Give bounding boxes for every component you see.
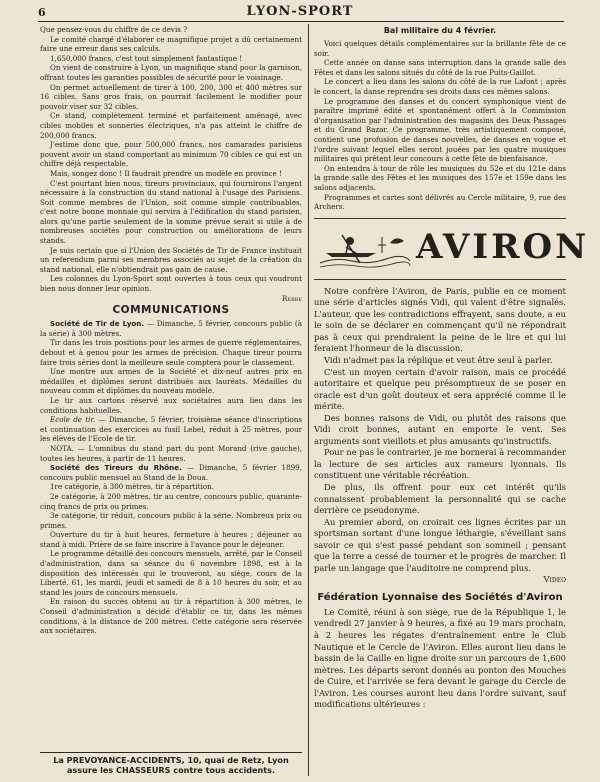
paragraph: 2e catégorie, à 200 mètres, tir au centre, concours public, quarante-cinq francs de prix ou primes.	[40, 491, 302, 511]
paragraph: Ouverture du tir à huit heures, fermeture à heures ; déjeuner au stand à midi. Prière de se faire inscrire à l'avance pour le déjeuner.	[40, 530, 302, 549]
paragraph: 1,650,000 francs, c'est tout simplement fantastique !	[50, 53, 243, 63]
aviron-title: AVIRON	[416, 226, 590, 267]
section-title-communications: COMMUNICATIONS	[112, 304, 230, 317]
paragraph: Vidi n'admet pas la réplique et veut être seul à parler.	[324, 354, 553, 365]
header-rule	[38, 21, 564, 22]
paragraph: C'est pourtant bien nous, tireurs provinciaux, qui fournirons l'argent nécessaire à la construction du stand national à l'usage des Parisiens. Soit comme membres de l'Union, soit comme simple contribuables, c'est notre bonne monnaie qui servira à l'édification du stand parisien, alors qu'une partie seulement de la somme prévue serait si utile à de nombreuses sociétés pour construction ou améliorations de leurs stands.	[40, 178, 302, 246]
paragraph: Pour ne pas le contrarier, je me bornerai à recommander la lecture de ses articles aux rameurs lyonnais. Ils constituent une véritable récréation.	[314, 447, 566, 481]
paragraph: Tir dans les trois positions pour les armes de guerre réglementaires, debout et à genou pour les armes de précision. Chaque tireur pourra faire trois séries dont la meilleure seule comptera pour le classement.	[40, 338, 302, 367]
paragraph: Voici quelques détails complémentaires sur la brillante fête de ce soir.	[314, 39, 566, 58]
section-title-bal: Bal militaire du 4 février.	[383, 26, 497, 35]
lead-tir-lyon: Société de Tir de Lyon.	[50, 319, 145, 329]
paragraph: On permet actuellement de tirer à 100, 200, 300 et 400 mètres sur 16 cibles. Sans gros frais, on pourrait facilement le modifier pour pouvoir viser sur 32 cibles.	[40, 82, 302, 111]
paragraph: Le programme des danses et du concert symphonique vient de paraître imprimé édité et spontanément offert à la Commission d'organisation par l'administration des magasins des Deux Passages et du Grand Bazar. Ce programme, très artistiquement composé, contient une profusion de danses nouvelles, de danses en vogue et l'ordre suivant lequel elles seront jouées par les quatre musiques militaires qui prêtent leur concours à cette fête de bienfaisance.	[314, 96, 566, 164]
paragraph: Notre confrère l'Aviron, de Paris, publie en ce moment une série d'articles signés Vidi, qui valent d'être signalés. L'auteur, que les contradictions effrayent, sans doute, a eu le soin de se déclarer en commençant qu'il ne répondrait pas à ceux qui prendraient la peine de le lire et qui lui feraient l'honneur de la discussion.	[314, 285, 566, 354]
lead-ecole: Ecole de tir.	[50, 415, 96, 425]
left-column	[40, 25, 302, 750]
paragraph: Des bonnes raisons de Vidi, ou plutôt des raisons que Vidi croit bonnes, autant en emporte le vent. Ses arguments sont vieillots et plus amusants qu'instructifs.	[314, 412, 566, 446]
paragraph: 1re catégorie, à 300 mètres, tir à répartition.	[50, 482, 214, 492]
tir-lyon-text: — Dimanche, 5 février, concours public (à la série) à 300 mètres.	[40, 319, 302, 338]
paragraph: 3e catégorie, tir réduit, concours public à la série. Nombreux prix ou primes.	[40, 511, 302, 530]
right-column	[314, 25, 590, 777]
section-title-federation: Fédération Lyonnaise des Sociétés d'Aviron	[317, 591, 563, 603]
paragraph: Que pensez-vous du chiffre de ce devis ?	[40, 25, 188, 34]
paragraph: On entendra à tour de rôle les musiques du 52e et du 121e dans la grande salle des Fêtes et les musiques des 157e et 159e dans les salons adjacents.	[314, 163, 566, 192]
paragraph: Au premier abord, on croirait ces lignes écrites par un sportsman sortant d'une longue léthargie, s'éveillant sans savoir ce qui s'est passé pendant son sommeil ; pensant que la terre a cessé de tourner et le progrès de marcher. Il parle un langage que l'auditoire ne comprend plus.	[314, 516, 566, 573]
paragraph: Le concert a lieu dans les salons du côté de la rue Lafont ; après le concert, la danse reprendra ses droits dans ces mêmes salons.	[314, 77, 566, 96]
signature-video: Video	[543, 574, 566, 585]
paragraph: Mais, songez donc ! Il faudrait prendre un modèle en province !	[50, 168, 282, 178]
rhone-text: — Dimanche, 5 février 1899, concours public mensuel au Stand de la Doua.	[40, 463, 302, 482]
paragraph: En raison du succès obtenu au tir à répartition à 300 mètres, le Conseil d'administration a décidé d'établir ce tir, dans les mêmes conditions, à la distance de 200 mètres. Cette catégorie sera réservée aux sociétaires.	[40, 597, 302, 636]
page-number: 6	[38, 6, 46, 19]
paragraph: J'estime donc que, pour 500,000 francs, nos camarades parisiens pouvent avoir un stand comportant au minimum 70 cibles ce qui est un chiffre déjà respectable.	[40, 140, 302, 169]
advertisement-prevoyance	[40, 752, 302, 779]
paragraph: Je suis certain que si l'Union des Sociétés de Tir de France instituait un referendum parmi ses membres associés au sujet de la création du stand national, elle n'obtiendrait pas gain de cause.	[40, 245, 302, 274]
page-header	[0, 0, 600, 22]
paragraph-nota: NOTA. — L'omnibus du stand part du pont Morand (rive gauche), toutes les heures, à partir de 11 heures.	[40, 443, 302, 463]
paragraph: Programmes et cartes sont délivrés au Cercle militaire, 9, rue des Archers.	[314, 192, 566, 212]
paragraph: C'est un moyen certain d'avoir raison, mais ce procédé autoritaire et quelque peu présomptueux de se poser en oracle est d'un goût douteux et sera apprécié comme il le mérite.	[314, 366, 566, 412]
paragraph: Cette année on danse sans interruption dans la grande salle des Fêtes et dans les salons situés du côté de la rue Puits-Gaillot.	[314, 58, 566, 77]
masthead: LYON-SPORT	[246, 4, 354, 19]
column-separator	[308, 24, 309, 776]
paragraph: Une montre aux armes de la Société et dix-neuf autres prix en médailles et diplômes seront distribués aux lauréats. Médailles du nouveau comm et diplômes du nouveau modèle.	[40, 367, 302, 396]
lead-tireurs-rhone: Société des Tireurs du Rhône.	[50, 463, 182, 473]
paragraph: Le Comité, réuni à son siège, rue de la République 1, le vendredi 27 janvier à 9 heures, a fixé au 19 mars prochain, à 2 heures les régates d'entraînement entre le Club Nautique et le Cercle de l'Aviron. Elles auront lieu dans le bassin de la Caille en ligne droite sur un parcours de 1,600 mètres. Les départs seront donnés au ponton des Mouches de Cuire, et l'arrivée se fera devant le garage du Cercle de l'Aviron. Les courses auront lieu dans l'ordre suivant, sauf modifications ultérieures :	[314, 606, 566, 710]
paragraph: Ce stand, complètement terminé et parfaitement aménagé, avec cibles mobiles et sonneries électriques, n'a pas atteint le chiffre de 200,000 francs.	[40, 111, 302, 140]
ad-line-2: assure les CHASSEURS contre tous accidents.	[66, 765, 276, 775]
aviron-heading-banner	[314, 218, 590, 280]
paragraph: De plus, ils offrent pour eux cet intérêt qu'ils connaissent probablement la personnalité qui se cache derrière ce pseudonyme.	[314, 481, 566, 516]
paragraph: Le tir aux cartons réservé aux sociétaires aura lieu dans les conditions habituelles.	[40, 395, 302, 415]
paragraph: On vient de construire à Lyon, un magnifique stand pour la garnison, offrant toutes les garanties possibles de sécurité pour le voisinage.	[40, 63, 302, 82]
paragraph: Le comité chargé d'élaborer ce magnifique projet a dû certainement faire une erreur dans ses calculs.	[40, 34, 302, 54]
paragraph: Les colonnes du Lyon-Sport sont ouvertes à tous ceux qui voudront bien nous donner leur opinion.	[40, 274, 302, 294]
ecole-text: — Dimanche, 5 février, troisième séance d'inscriptions et continuation des exercices au fusil Lebel, réduit à 25 mètres, pour les élèves de l'Ecole de tir.	[40, 415, 302, 444]
signature-rebbe: Rebbe	[281, 293, 302, 303]
ad-line-1: La PREVOYANCE-ACCIDENTS, 10, quai de Retz, Lyon	[53, 755, 289, 765]
paragraph: Le programme détaillé des concours mensuels, arrêté, par le Conseil d'administration, dans sa séance du 6 novembre 1898, est à la disposition des intéressés qui le trouveront, au siège, cours de la Liberté, 61, les mardi, jeudi et samedi de 8 à 10 heures du soir, et au stand les jours de concours mensuels.	[40, 549, 302, 597]
rower-illustration-icon	[316, 223, 412, 275]
